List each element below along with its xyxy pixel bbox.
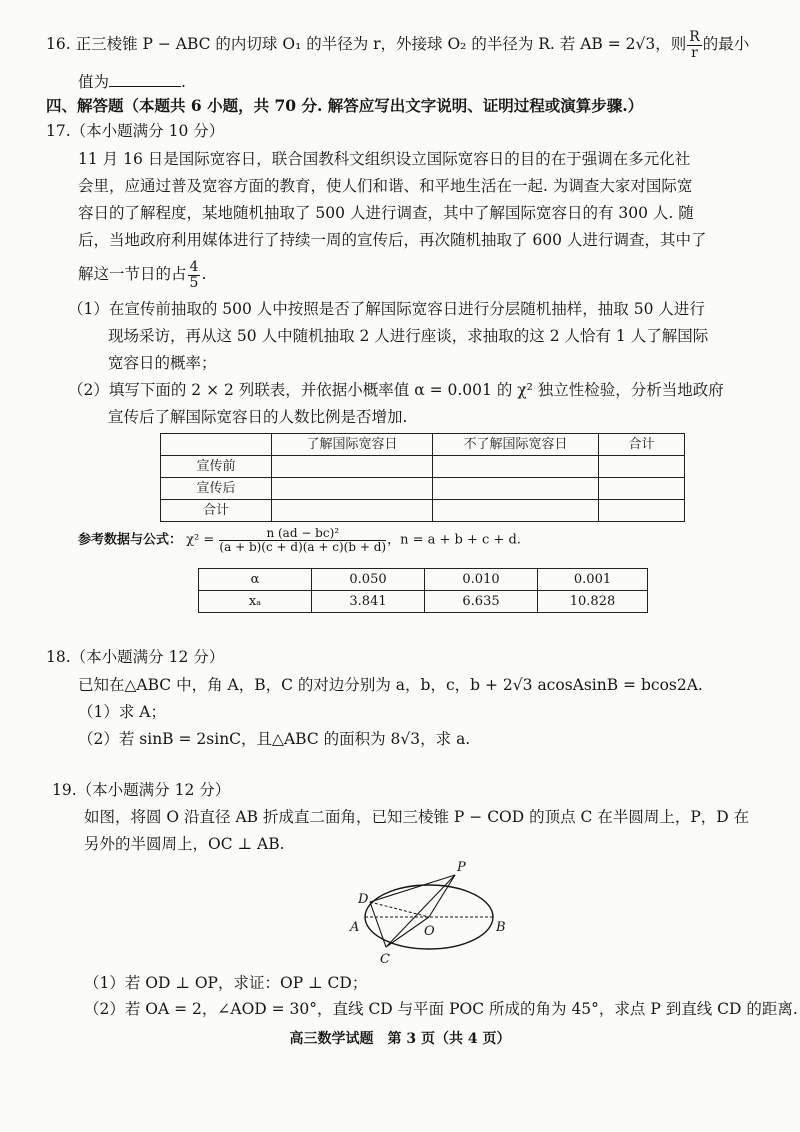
q17-para-line: 会里，应通过普及宽容方面的教育，使人们和谐、和平地生活在一起. 为调查大家对国际宽 [78,177,693,195]
q17-frac-den: 5 [189,274,199,291]
q16-fraction [687,30,702,60]
q17-frac-num: 4 [189,259,199,275]
table-cell: 10.828 [538,591,648,613]
q19-line2: 另外的半圆周上，OC ⊥ AB. [84,835,285,853]
contingency-table [160,433,685,522]
q17-p5-end: . [201,265,207,284]
q16-frac-num: R [689,29,700,45]
table-cell: 0.050 [312,569,425,591]
q17-para-line [78,260,206,290]
table-cell-empty[interactable] [272,478,433,500]
q17-para-line: 11 月 16 日是国际宽容日，联合国教科文组织设立国际宽容日的目的在于强调在多元化社 [78,150,691,168]
q19-sub1: （1）若 OD ⊥ OP，求证：OP ⊥ CD； [84,974,368,992]
formula-denominator: (a + b)(c + d)(a + c)(b + d) [219,539,387,554]
q19-sub2: （2）若 OA = 2，∠AOD = 30°，直线 CD 与平面 POC 所成的角为 45°，求点 P 到直线 CD 的距离. [84,1000,798,1018]
q18-line1: 已知在△ABC 中，角 A，B，C 的对边分别为 a，b，c，b + 2√3 acosAsinB = bcos2A. [78,676,703,694]
q17-sub1-line3: 宽容日的概率； [108,354,217,372]
chi-square-formula [78,527,521,553]
table-cell-empty[interactable] [433,456,599,478]
x-alpha-label: xₐ [199,591,312,613]
table-header-cell [161,434,272,456]
table-cell-empty[interactable] [272,500,433,522]
q17-header: 17.（本小题满分 10 分） [46,122,225,140]
q16-frac-den: r [691,44,698,61]
alpha-label: α [199,569,312,591]
table-cell: 3.841 [312,591,425,613]
q18-header: 18.（本小题满分 12 分） [46,648,225,666]
table-row [161,500,685,522]
table-row-label: 宣传前 [161,456,272,478]
table-cell-empty[interactable] [272,456,433,478]
formula-fraction [219,527,386,553]
critical-value-table [198,568,648,613]
table-cell: 6.635 [425,591,538,613]
table-row-label: 宣传后 [161,478,272,500]
q16-answer-suffix: . [181,73,186,91]
table-header-row [161,434,685,456]
formula-tail: ，n = a + b + c + d. [387,532,521,548]
q19-line1: 如图，将圆 O 沿直径 AB 折成直二面角，已知三棱锥 P − COD 的顶点 C 在半圆周上，P，D 在 [84,808,750,826]
segment-co [386,917,429,947]
table-header-cell: 了解国际宽容日 [272,434,433,456]
page-footer: 高三数学试题 第 3 页（共 4 页） [289,1031,511,1047]
table-cell: 0.010 [425,569,538,591]
label-b: B [496,920,506,935]
chi-square-symbol: χ² = [186,532,215,548]
table-header-cell: 不了解国际宽容日 [433,434,599,456]
segment-dc [370,902,386,947]
label-o: O [424,924,435,939]
table-row [199,569,648,591]
segment-po [429,875,455,917]
table-cell-empty[interactable] [599,478,685,500]
geometry-figure [340,855,520,970]
label-d: D [358,892,369,907]
q17-fraction [188,260,201,290]
table-row-label: 合计 [161,500,272,522]
section-header: 四、解答题（本题共 6 小题，共 70 分. 解答应写出文字说明、证明过程或演算步骤.） [46,96,644,115]
reference-label: 参考数据与公式： [78,532,183,548]
q16-line1 [46,30,749,60]
q19-header: 19.（本小题满分 12 分） [52,781,231,799]
q16-answer-prefix: 值为 [78,73,110,91]
q16-line2 [78,72,186,91]
q18-line3: （2）若 sinB = 2sinC，且△ABC 的面积为 8√3，求 a. [78,730,471,748]
segment-do [370,902,429,917]
q17-sub2-line1: （2）填写下面的 2 × 2 列联表，并依据小概率值 α = 0.001 的 χ² 独立性检验，分析当地政府 [68,381,724,399]
q17-sub2-line2: 宣传后了解国际宽容日的人数比例是否增加. [108,408,408,426]
q16-answer-blank[interactable] [109,72,181,87]
q18-line2: （1）求 A； [78,703,166,721]
table-header-cell: 合计 [599,434,685,456]
table-row [161,456,685,478]
table-cell-empty[interactable] [433,500,599,522]
table-cell: 0.001 [538,569,648,591]
q17-p5-text: 解这一节日的占 [78,265,187,284]
table-row [161,478,685,500]
table-cell-empty[interactable] [599,500,685,522]
q17-para-line: 容日的了解程度，某地随机抽取了 500 人进行调查，其中了解国际宽容日的有 300 人. 随 [78,204,694,222]
q17-para-line: 后，当地政府利用媒体进行了持续一周的宣传后，再次随机抽取了 600 人进行调查，其中了 [78,231,707,249]
table-row [199,591,648,613]
label-c: C [380,952,390,967]
q17-sub1-line2: 现场采访，再从这 50 人中随机抽取 2 人进行座谈，求抽取的这 2 人恰有 1 人了解国际 [108,327,709,345]
q16-text: 16. 正三棱锥 P − ABC 的内切球 O₁ 的半径为 r，外接球 O₂ 的半径为 R. 若 AB = 2√3，则 [46,35,687,54]
q16-text-end: 的最小 [702,35,750,54]
table-cell-empty[interactable] [433,478,599,500]
table-cell-empty[interactable] [599,456,685,478]
formula-numerator: n (ad − bc)² [219,527,386,541]
label-p: P [457,860,466,875]
q17-sub1-line1: （1）在宣传前抽取的 500 人中按照是否了解国际宽容日进行分层随机抽样，抽取 50 人进行 [68,300,705,318]
label-a: A [350,920,360,935]
